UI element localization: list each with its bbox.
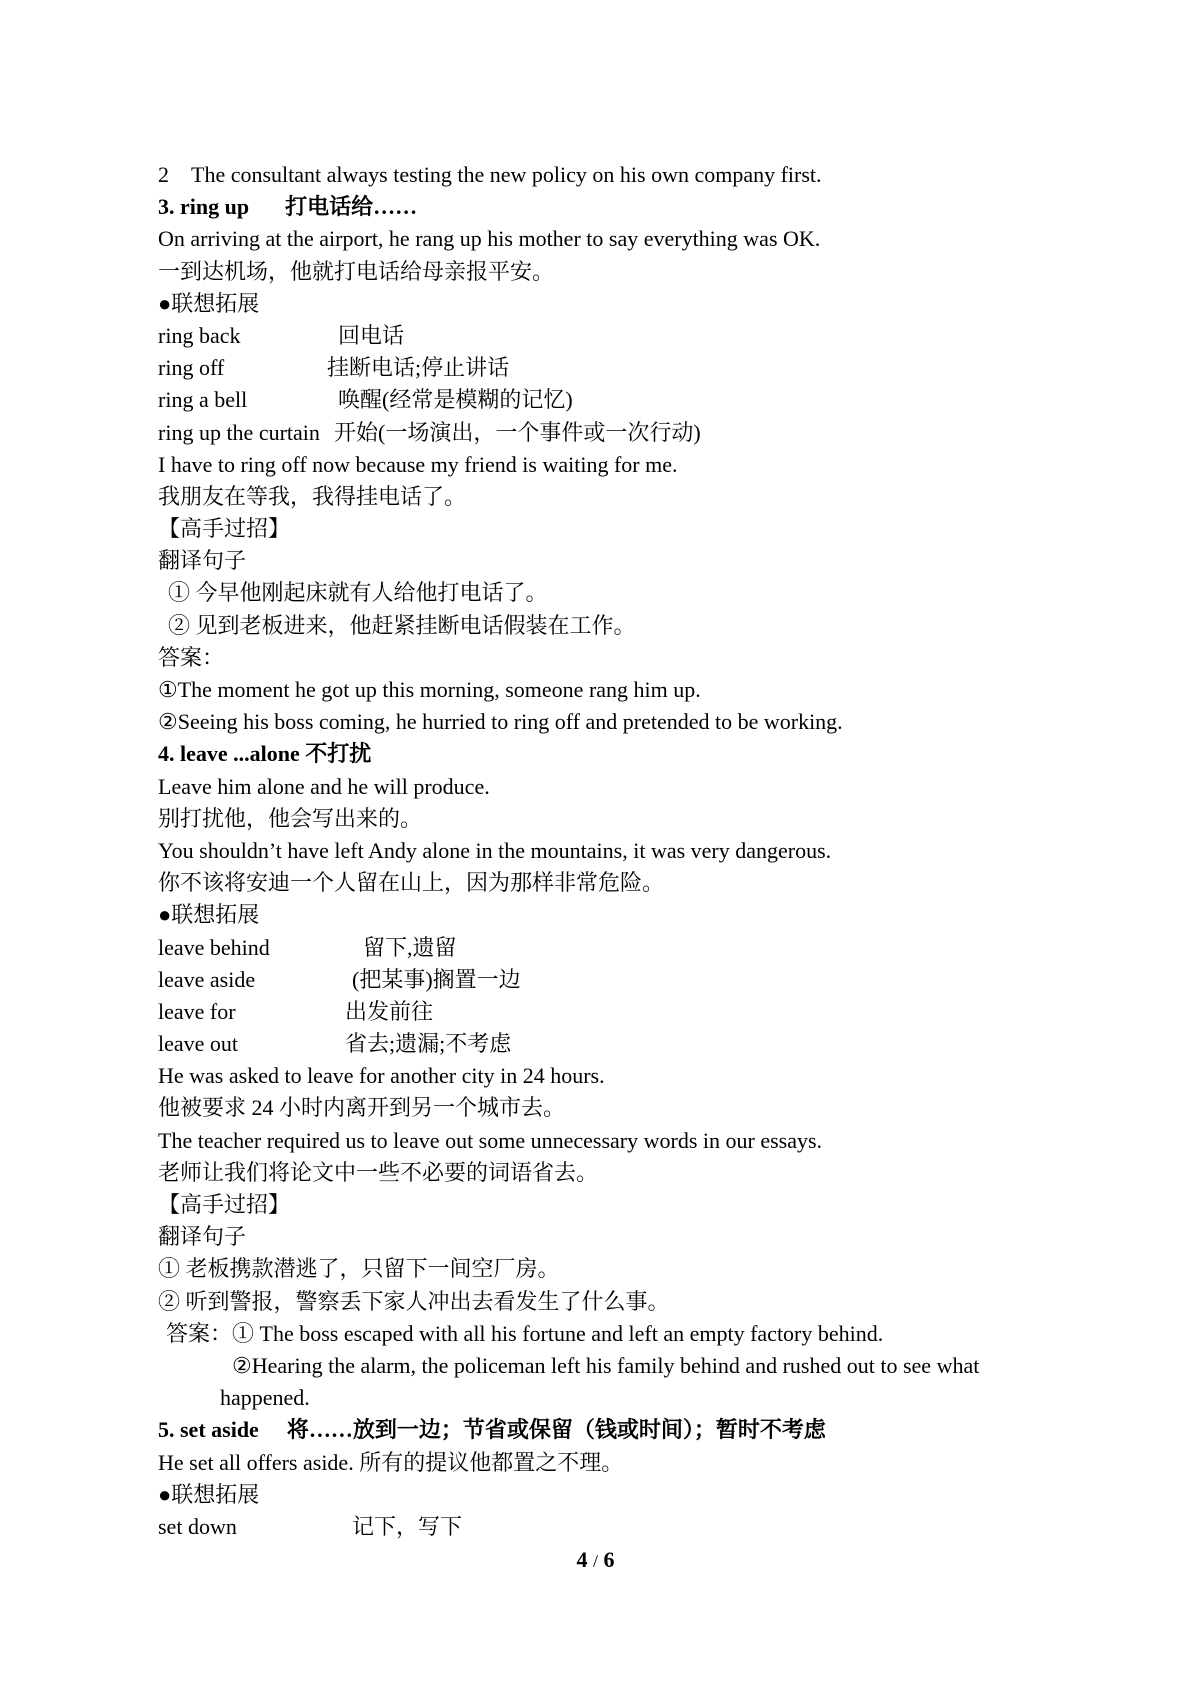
phrase-definition: 留下,遗留 (363, 934, 457, 960)
example-sentence: He set all offers aside. 所有的提议他都置之不理。 (158, 1449, 624, 1475)
example-translation: 一到达机场，他就打电话给母亲报平安。 (158, 258, 555, 284)
example-translation: 他被要求 24 小时内离开到另一个城市去。 (158, 1095, 566, 1121)
expansion-label: ●联想拓展 (158, 1481, 260, 1507)
section-heading-leave-alone: 4. leave ...alone 不打扰 (158, 741, 372, 767)
phrase-term: ring up the curtain (158, 419, 320, 445)
phrase-definition: (把某事)搁置一边 (352, 966, 521, 992)
phrase-term: ring off (158, 355, 225, 381)
heading-term: 3. ring up (158, 194, 250, 220)
phrase-row (158, 1511, 1098, 1543)
answer-label: 答案： (158, 644, 225, 670)
answer-item: ②Seeing his boss coming, he hurried to ring off and pretended to be working. (158, 709, 843, 735)
phrase-definition: 出发前往 (345, 998, 434, 1024)
phrase-row (158, 417, 1098, 449)
example-translation: 别打扰他，他会写出来的。 (158, 805, 423, 831)
example-sentence: You shouldn’t have left Andy alone in the mountains, it was very dangerous. (158, 837, 832, 863)
expansion-label: ●联想拓展 (158, 902, 260, 928)
phrase-term: leave behind (158, 934, 270, 960)
example-translation: 我朋友在等我，我得挂电话了。 (158, 483, 467, 509)
exercise-instruction: 翻译句子 (158, 1224, 247, 1250)
heading-meaning: 将……放到一边；节省或保留（钱或时间）；暂时不考虑 (286, 1417, 826, 1443)
phrase-term: ring back (158, 322, 241, 348)
example-translation: 老师让我们将论文中一些不必要的词语省去。 (158, 1159, 599, 1185)
example-sentence: Leave him alone and he will produce. (158, 773, 490, 799)
phrase-definition: 回电话 (338, 322, 405, 348)
phrase-term: ring a bell (158, 387, 248, 413)
phrase-definition: 唤醒(经常是模糊的记忆) (338, 387, 573, 413)
example-translation: 你不该将安迪一个人留在山上，因为那样非常危险。 (158, 870, 665, 896)
phrase-row (158, 996, 1098, 1028)
phrase-row (158, 964, 1098, 996)
phrase-term: set down (158, 1513, 237, 1539)
page-separator: / (592, 1551, 598, 1571)
example-sentence: I have to ring off now because my friend is waiting for me. (158, 451, 678, 477)
exercise-instruction: 翻译句子 (158, 548, 247, 574)
heading-meaning: 打电话给…… (285, 194, 418, 220)
phrase-definition: 开始(一场演出，一个事件或一次行动) (334, 419, 701, 445)
example-sentence: The teacher required us to leave out some unnecessary words in our essays. (158, 1127, 823, 1153)
phrase-term: leave aside (158, 966, 256, 992)
answer-item: ①The moment he got up this morning, someone rang him up. (158, 677, 701, 702)
phrase-definition: 记下，写下 (352, 1513, 463, 1539)
answer-item-continuation: happened. (220, 1385, 310, 1411)
exercise-item: ② 听到警报，警察丢下家人冲出去看发生了什么事。 (158, 1288, 670, 1314)
expansion-label: ●联想拓展 (158, 290, 260, 316)
answer-item: ②Hearing the alarm, the policeman left his family behind and rushed out to see what (232, 1352, 980, 1378)
example-sentence: On arriving at the airport, he rang up his mother to say everything was OK. (158, 226, 821, 252)
example-sentence: 2 The consultant always testing the new policy on his own company first. (158, 162, 822, 187)
page-current: 4 (576, 1547, 588, 1572)
heading-term: 5. set aside (158, 1417, 259, 1443)
phrase-row (158, 320, 1098, 352)
phrase-row (158, 1028, 1098, 1060)
exercise-label: 【高手过招】 (158, 516, 291, 542)
exercise-item: ② 见到老板进来，他赶紧挂断电话假装在工作。 (168, 612, 636, 638)
section-heading-set-aside (158, 1414, 1098, 1446)
phrase-term: leave for (158, 998, 236, 1024)
page-content (158, 159, 1098, 1543)
page-number (0, 1547, 1191, 1573)
exercise-item: ① 老板携款潜逃了，只留下一间空厂房。 (158, 1256, 560, 1282)
section-heading-ring-up (158, 191, 1098, 223)
phrase-term: leave out (158, 1031, 239, 1057)
phrase-row (158, 384, 1098, 416)
exercise-label: 【高手过招】 (158, 1192, 291, 1217)
phrase-definition: 挂断电话;停止讲话 (327, 355, 510, 381)
phrase-row (158, 352, 1098, 384)
example-sentence: He was asked to leave for another city in 24 hours. (158, 1063, 605, 1089)
exercise-item: ① 今早他刚起床就有人给他打电话了。 (168, 580, 548, 606)
answer-item: 答案：① The boss escaped with all his fortune and left an empty factory behind. (166, 1320, 884, 1346)
phrase-row (158, 932, 1098, 964)
phrase-definition: 省去;遗漏;不考虑 (345, 1031, 512, 1057)
page-total: 6 (603, 1547, 615, 1572)
